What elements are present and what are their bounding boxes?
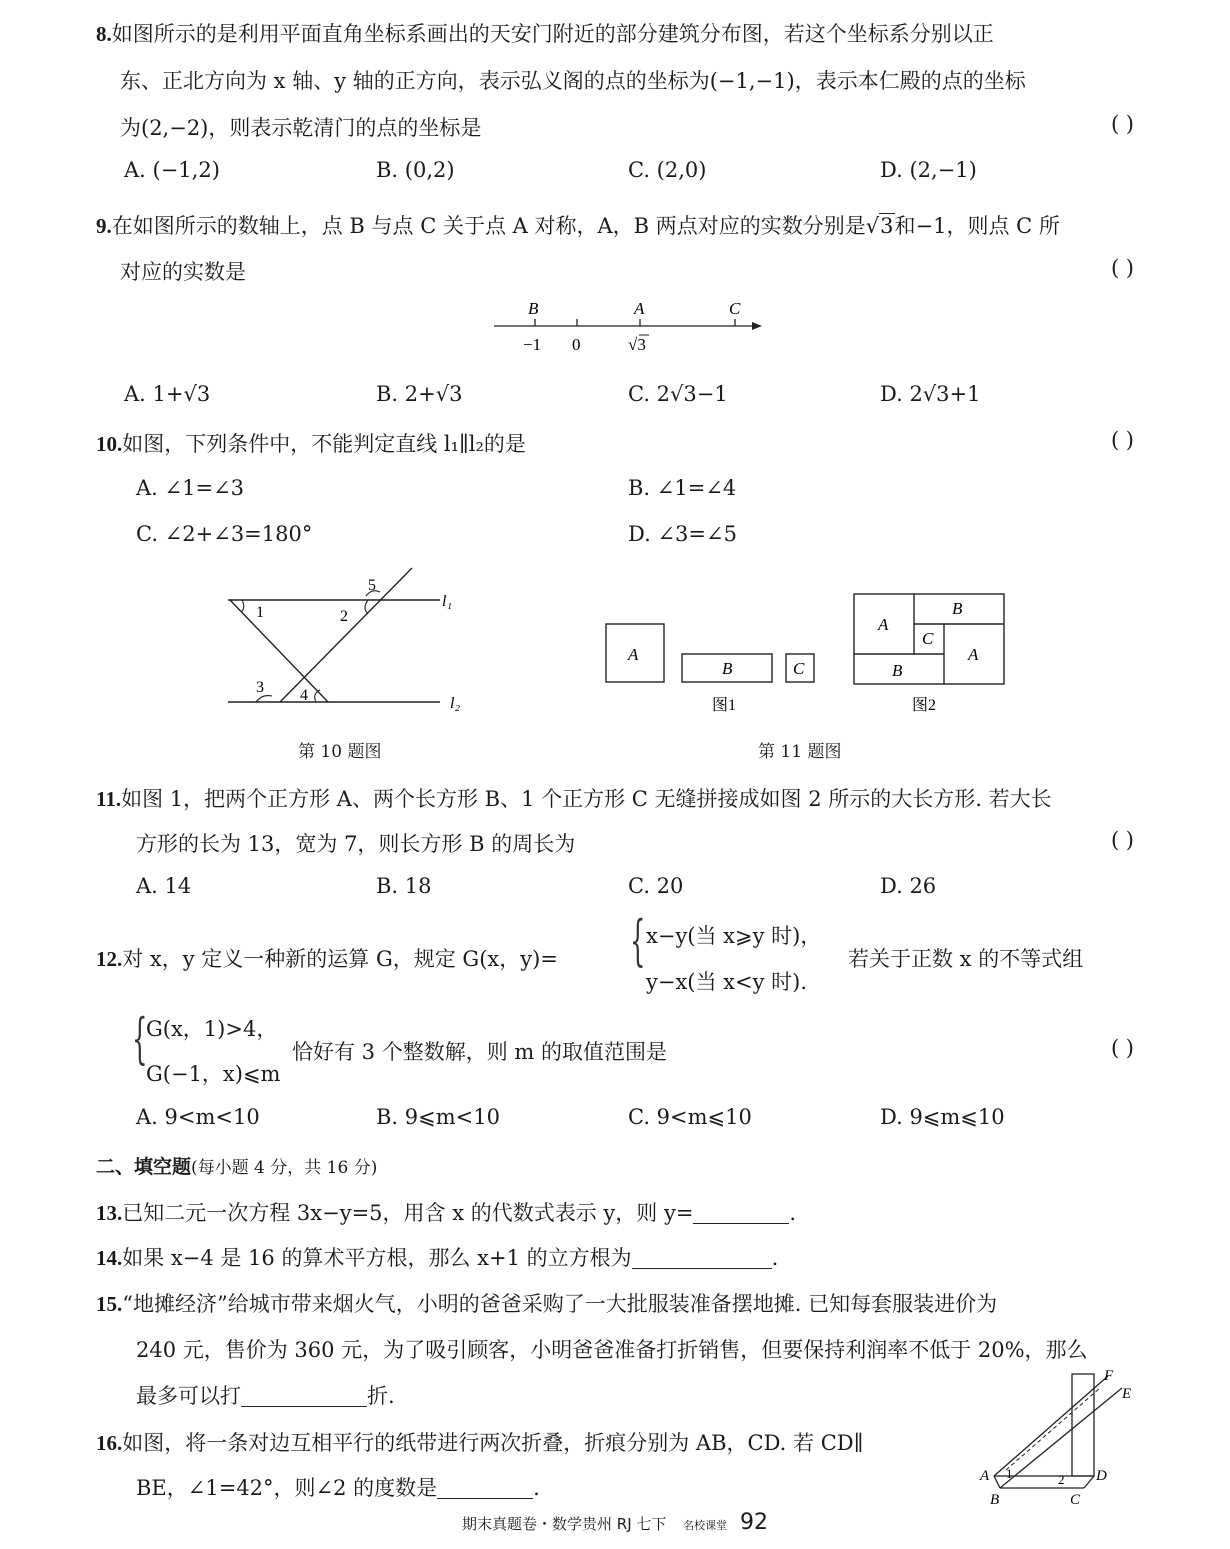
q13-text: 已知二元一次方程 3x−y=5，用含 x 的代数式表示 y，则 y= [122, 1201, 694, 1225]
q11-option-c: C. 20 [628, 874, 684, 898]
q14-end: . [771, 1246, 779, 1270]
q15-text-line3b: 折. [367, 1384, 395, 1408]
angle-2-label-q16: 2 [1058, 1472, 1065, 1487]
q16-answer-blank[interactable] [437, 1478, 533, 1499]
q10-option-c: C. ∠2+∠3=180° [136, 522, 313, 546]
page-number: 92 [739, 1510, 768, 1535]
q12-option-d: D. 9⩽m⩽10 [880, 1105, 1005, 1129]
angle-5-label: 5 [368, 577, 376, 594]
q12-case1: x−y(当 x⩾y 时)， [646, 924, 822, 948]
line-l2-label: l₂ [450, 695, 461, 712]
q16-line2 [136, 1472, 540, 1502]
q13-number: 13. [96, 1201, 123, 1225]
q11-option-d: D. 26 [880, 874, 937, 898]
q16-text-line2b: . [533, 1476, 540, 1500]
q10-number: 10. [96, 432, 123, 456]
q8-answer-paren: ( ) [1110, 112, 1134, 136]
fig1-square-c-label: C [793, 659, 805, 678]
q13-end: . [789, 1201, 797, 1225]
q8-text-line2: 东、正北方向为 x 轴、y 轴的正方向，表示弘义阁的点的坐标为(−1,−1)，表示本仁殿的点的坐标 [120, 69, 1026, 93]
q11-line1 [96, 783, 1052, 813]
fig2-square-c: C [922, 629, 934, 648]
fig2-rect-b-bottom: B [892, 661, 903, 680]
q8-option-c: C. (2,0) [628, 158, 707, 182]
q13-answer-blank[interactable] [693, 1203, 789, 1224]
point-a-label: A [980, 1468, 990, 1484]
q12-text-b: 若关于正数 x 的不等式组 [848, 947, 1084, 971]
q12-number: 12. [96, 947, 123, 971]
q9-text-line2: 对应的实数是 [120, 260, 246, 284]
q14-line [96, 1242, 778, 1272]
q11-option-a: A. 14 [136, 874, 192, 898]
angle-1-label: 1 [256, 604, 264, 621]
q8-line1 [96, 18, 994, 48]
q8-text-line1: 如图所示的是利用平面直角坐标系画出的天安门附近的部分建筑分布图，若这个坐标系分别以正 [111, 22, 994, 46]
angle-2-label: 2 [340, 608, 348, 625]
q9-option-b: B. 2+√3 [376, 382, 463, 406]
angle-3-label: 3 [256, 679, 264, 696]
q15-answer-blank[interactable] [241, 1386, 367, 1407]
q12-option-b: B. 9⩽m<10 [376, 1105, 500, 1129]
q10-figure-caption: 第 10 题图 [298, 742, 382, 762]
q14-text: 如果 x−4 是 16 的算术平方根，那么 x+1 的立方根为 [122, 1246, 632, 1270]
q12-text-a: 对 x，y 定义一种新的运算 G，规定 G(x，y)= [122, 947, 558, 971]
section2-heading [96, 1152, 377, 1179]
q8-option-b: B. (0,2) [376, 158, 455, 182]
angle-1-label-q16: 1 [1006, 1466, 1013, 1481]
q11-text-line1: 如图 1，把两个正方形 A、两个长方形 B、1 个正方形 C 无缝拼接成如图 2 所示的大长方形. 若大长 [121, 787, 1052, 811]
point-e-label: E [1122, 1386, 1132, 1402]
q10-option-a: A. ∠1=∠3 [136, 476, 245, 500]
q11-number: 11. [96, 787, 122, 811]
q10-text: 如图，下列条件中，不能判定直线 l₁∥l₂的是 [122, 432, 526, 456]
q9-text-line1a: 在如图所示的数轴上，点 B 与点 C 关于点 A 对称，A，B 两点对应的实数分别是 [111, 214, 866, 238]
footer-text: 期末真题卷・数学贵州 RJ 七下 [462, 1515, 667, 1533]
q12-system2: G(−1，x)⩽m [146, 1062, 281, 1086]
q15-number: 15. [96, 1292, 123, 1316]
q10-option-d: D. ∠3=∠5 [628, 522, 737, 546]
q10-answer-paren: ( ) [1110, 428, 1134, 452]
fig2-caption: 图2 [912, 697, 937, 714]
q10-parallel-lines-figure [220, 560, 480, 720]
q8-text-line3: 为(2,−2)，则表示乾清门的点的坐标是 [120, 116, 482, 140]
point-d-label: D [1096, 1468, 1107, 1484]
fig1-caption: 图1 [712, 697, 737, 714]
fig2-square-a-right: A [968, 645, 979, 664]
axis-label-c: C [729, 299, 741, 318]
q12-option-c: C. 9<m⩽10 [628, 1105, 752, 1129]
q16-folded-strip-figure [972, 1362, 1142, 1510]
q11-answer-paren: ( ) [1110, 828, 1134, 852]
q8-option-a: A. (−1,2) [124, 158, 220, 182]
q12-system1: G(x，1)>4， [146, 1017, 278, 1041]
page-footer [462, 1510, 768, 1535]
q8-number: 8. [96, 22, 112, 46]
axis-label-a: A [634, 299, 645, 318]
q9-answer-paren: ( ) [1110, 256, 1134, 280]
q9-line1: 9.在如图所示的数轴上，点 B 与点 C 关于点 A 对称，A，B 两点对应的实数分别是√3和−1，则点 C 所 [96, 214, 1060, 238]
q9-option-c: C. 2√3−1 [628, 382, 728, 406]
q12-case2: y−x(当 x<y 时). [646, 970, 808, 994]
q11-rectangles-figure [600, 590, 1020, 720]
angle-4-label: 4 [300, 687, 308, 704]
q8-option-d: D. (2,−1) [880, 158, 977, 182]
fig1-square-a-label: A [628, 645, 639, 664]
q15-line1 [96, 1288, 997, 1318]
axis-tick-0: 0 [572, 335, 581, 354]
q12-answer-paren: ( ) [1110, 1036, 1134, 1060]
q15-text-line3a: 最多可以打 [136, 1384, 241, 1408]
q9-number-line-figure [490, 295, 770, 357]
line-l1-label: l₁ [442, 593, 453, 610]
q9-number: 9. [96, 214, 112, 238]
q11-text-line2: 方形的长为 13，宽为 7，则长方形 B 的周长为 [136, 832, 576, 856]
q15-text-line1: “地摊经济”给城市带来烟火气，小明的爸爸采购了一大批服装准备摆地摊. 已知每套服装进价为 [122, 1292, 998, 1316]
q12-line1 [96, 943, 558, 973]
q16-text-line2a: BE，∠1=42°，则∠2 的度数是 [136, 1476, 438, 1500]
q11-option-b: B. 18 [376, 874, 432, 898]
q12-text-c: 恰好有 3 个整数解，则 m 的取值范围是 [292, 1040, 667, 1064]
q9-option-a: A. 1+√3 [124, 382, 211, 406]
q16-line1 [96, 1427, 863, 1457]
q12-system-brace: { [132, 1007, 148, 1070]
q14-answer-blank[interactable] [632, 1248, 772, 1269]
q9-text-line1b: 和−1，则点 C 所 [894, 214, 1060, 238]
fig2-rect-b-top: B [952, 599, 963, 618]
q10-option-b: B. ∠1=∠4 [628, 476, 737, 500]
q16-text-line1: 如图，将一条对边互相平行的纸带进行两次折叠，折痕分别为 AB，CD. 若 CD∥ [122, 1431, 864, 1455]
q16-number: 16. [96, 1431, 123, 1455]
q12-case-brace: { [630, 909, 646, 972]
point-f-label: F [1104, 1368, 1114, 1384]
axis-label-b: B [528, 299, 539, 318]
axis-tick-sqrt3: √3 [628, 335, 646, 354]
q13-line [96, 1197, 796, 1227]
q12-option-a: A. 9<m<10 [136, 1105, 260, 1129]
footer-brand: 名校课堂 [683, 1519, 728, 1532]
fig2-square-a-left: A [878, 615, 889, 634]
q14-number: 14. [96, 1246, 123, 1270]
section2-title: 二、填空题 [96, 1156, 192, 1178]
point-b-label: B [990, 1492, 1000, 1508]
section2-note: (每小题 4 分，共 16 分) [191, 1158, 378, 1178]
axis-tick-neg1: −1 [523, 335, 542, 354]
point-c-label: C [1070, 1492, 1081, 1508]
q11-figure-caption: 第 11 题图 [758, 742, 842, 762]
fig1-rect-b-label: B [722, 659, 733, 678]
q9-option-d: D. 2√3+1 [880, 382, 981, 406]
q15-line3 [136, 1380, 395, 1410]
q15-text-line2: 240 元，售价为 360 元，为了吸引顾客，小明爸爸准备打折销售，但要保持利润率不低于 20%，那么 [136, 1338, 1088, 1362]
q10-line [96, 428, 526, 458]
